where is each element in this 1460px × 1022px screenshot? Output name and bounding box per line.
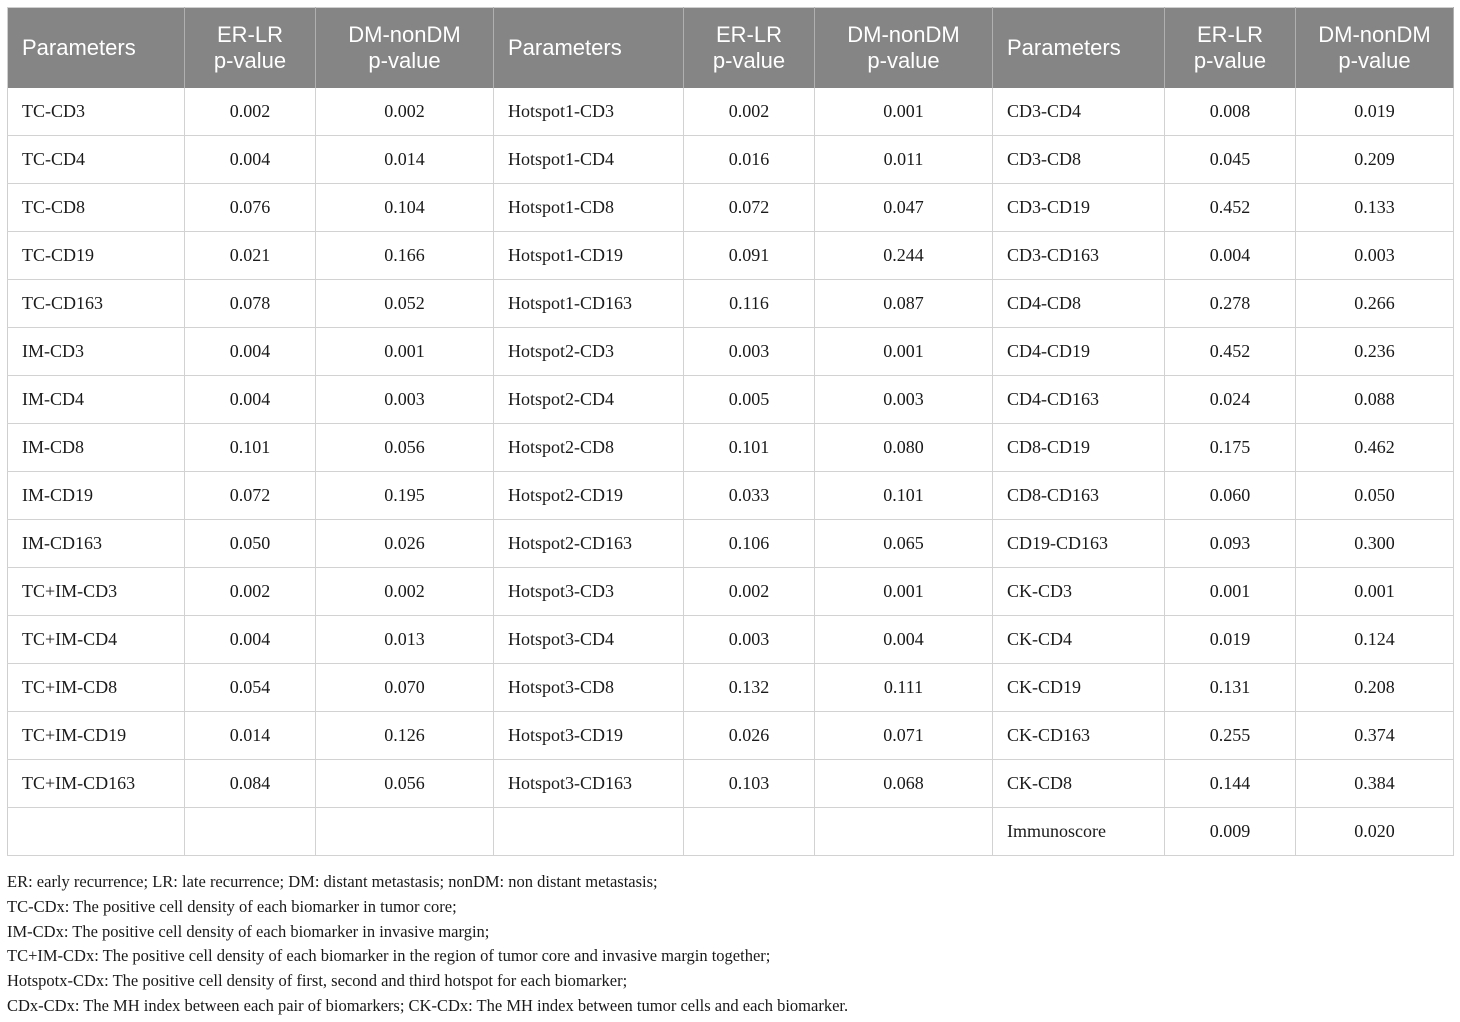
- dm-nondm-pvalue-cell: 0.001: [815, 88, 993, 136]
- header-dm-nondm-pvalue: [815, 8, 993, 89]
- header-er-lr-pvalue: [185, 8, 316, 89]
- er-lr-pvalue-cell: 0.021: [185, 232, 316, 280]
- er-lr-pvalue-cell: 0.002: [185, 88, 316, 136]
- er-lr-pvalue-cell: 0.116: [684, 280, 815, 328]
- header-parameters: [8, 8, 185, 89]
- table-row: [8, 568, 1454, 616]
- er-lr-pvalue-cell: 0.060: [1165, 472, 1296, 520]
- er-lr-pvalue-cell: 0.255: [1165, 712, 1296, 760]
- er-lr-pvalue-cell: 0.004: [185, 616, 316, 664]
- parameter-cell: TC-CD8: [8, 184, 185, 232]
- er-lr-pvalue-cell: 0.002: [185, 568, 316, 616]
- dm-nondm-pvalue-cell: 0.071: [815, 712, 993, 760]
- dm-nondm-pvalue-cell: 0.088: [1296, 376, 1454, 424]
- er-lr-pvalue-cell: 0.004: [185, 328, 316, 376]
- table-row: [8, 520, 1454, 568]
- er-lr-pvalue-cell: 0.091: [684, 232, 815, 280]
- header-row: [8, 8, 1454, 89]
- dm-nondm-pvalue-cell: 0.462: [1296, 424, 1454, 472]
- dm-nondm-pvalue-cell: 0.065: [815, 520, 993, 568]
- dm-nondm-pvalue-cell: 0.087: [815, 280, 993, 328]
- parameter-cell: TC-CD163: [8, 280, 185, 328]
- header-parameters: [494, 8, 684, 89]
- er-lr-pvalue-cell: 0.008: [1165, 88, 1296, 136]
- table-row: [8, 808, 1454, 856]
- er-lr-pvalue-cell: 0.076: [185, 184, 316, 232]
- footnote-line: TC-CDx: The positive cell density of each biomarker in tumor core;: [7, 896, 457, 916]
- table-row: [8, 136, 1454, 184]
- header-label-line2: p-value: [867, 48, 940, 73]
- dm-nondm-pvalue-cell: 0.166: [316, 232, 494, 280]
- header-label-line1: Parameters: [1007, 35, 1121, 60]
- dm-nondm-pvalue-cell: 0.026: [316, 520, 494, 568]
- dm-nondm-pvalue-cell: 0.004: [815, 616, 993, 664]
- header-parameters: [993, 8, 1165, 89]
- parameter-cell: Hotspot3-CD163: [494, 760, 684, 808]
- parameter-cell: Hotspot1-CD163: [494, 280, 684, 328]
- er-lr-pvalue-cell: 0.132: [684, 664, 815, 712]
- dm-nondm-pvalue-cell: 0.002: [316, 568, 494, 616]
- header-label-line1: Parameters: [22, 35, 136, 60]
- er-lr-pvalue-cell: 0.452: [1165, 328, 1296, 376]
- table-row: [8, 280, 1454, 328]
- footnote-line: CDx-CDx: The MH index between each pair of biomarkers; CK-CDx: The MH index between tumor cells and each biomarker.: [7, 995, 849, 1015]
- er-lr-pvalue-cell: 0.045: [1165, 136, 1296, 184]
- parameter-cell: CK-CD19: [993, 664, 1165, 712]
- parameter-cell: TC-CD3: [8, 88, 185, 136]
- footnote-line: TC+IM-CDx: The positive cell density of each biomarker in the region of tumor core and invasive margin together;: [7, 946, 771, 966]
- dm-nondm-pvalue-cell: 0.126: [316, 712, 494, 760]
- table-row: [8, 664, 1454, 712]
- table-row: [8, 760, 1454, 808]
- er-lr-pvalue-cell: 0.131: [1165, 664, 1296, 712]
- parameter-cell: IM-CD19: [8, 472, 185, 520]
- table-row: [8, 424, 1454, 472]
- parameter-cell: Hotspot2-CD3: [494, 328, 684, 376]
- table-row: [8, 472, 1454, 520]
- er-lr-pvalue-cell: 0.026: [684, 712, 815, 760]
- parameter-cell: Hotspot2-CD19: [494, 472, 684, 520]
- er-lr-pvalue-cell: 0.019: [1165, 616, 1296, 664]
- parameter-cell: CD8-CD163: [993, 472, 1165, 520]
- er-lr-pvalue-cell: 0.103: [684, 760, 815, 808]
- parameter-cell: Hotspot1-CD8: [494, 184, 684, 232]
- dm-nondm-pvalue-cell: 0.001: [1296, 568, 1454, 616]
- dm-nondm-pvalue-cell: 0.002: [316, 88, 494, 136]
- parameter-cell: IM-CD4: [8, 376, 185, 424]
- er-lr-pvalue-cell: 0.002: [684, 88, 815, 136]
- header-dm-nondm-pvalue: [316, 8, 494, 89]
- pvalue-table: [7, 7, 1454, 856]
- parameter-cell: [8, 808, 185, 856]
- parameter-cell: CK-CD163: [993, 712, 1165, 760]
- dm-nondm-pvalue-cell: 0.068: [815, 760, 993, 808]
- er-lr-pvalue-cell: [684, 808, 815, 856]
- er-lr-pvalue-cell: 0.033: [684, 472, 815, 520]
- dm-nondm-pvalue-cell: 0.070: [316, 664, 494, 712]
- header-label-line2: p-value: [368, 48, 441, 73]
- parameter-cell: Hotspot2-CD4: [494, 376, 684, 424]
- er-lr-pvalue-cell: 0.175: [1165, 424, 1296, 472]
- parameter-cell: TC+IM-CD3: [8, 568, 185, 616]
- parameter-cell: CD4-CD8: [993, 280, 1165, 328]
- parameter-cell: CK-CD4: [993, 616, 1165, 664]
- footnote-line: Hotspotx-CDx: The positive cell density of first, second and third hotspot for each biomarker;: [7, 971, 628, 991]
- table-row: [8, 232, 1454, 280]
- header-label-line2: p-value: [213, 48, 287, 73]
- dm-nondm-pvalue-cell: 0.056: [316, 760, 494, 808]
- table-container: [7, 7, 1453, 856]
- er-lr-pvalue-cell: 0.106: [684, 520, 815, 568]
- er-lr-pvalue-cell: 0.001: [1165, 568, 1296, 616]
- dm-nondm-pvalue-cell: 0.011: [815, 136, 993, 184]
- header-er-lr-pvalue: [1165, 8, 1296, 89]
- parameter-cell: Hotspot1-CD4: [494, 136, 684, 184]
- header-dm-nondm-pvalue: [1296, 8, 1454, 89]
- er-lr-pvalue-cell: 0.093: [1165, 520, 1296, 568]
- dm-nondm-pvalue-cell: 0.019: [1296, 88, 1454, 136]
- parameter-cell: IM-CD3: [8, 328, 185, 376]
- parameter-cell: Hotspot2-CD163: [494, 520, 684, 568]
- dm-nondm-pvalue-cell: 0.001: [815, 328, 993, 376]
- er-lr-pvalue-cell: 0.050: [185, 520, 316, 568]
- table-row: [8, 712, 1454, 760]
- parameter-cell: CD19-CD163: [993, 520, 1165, 568]
- dm-nondm-pvalue-cell: 0.001: [815, 568, 993, 616]
- parameter-cell: CD8-CD19: [993, 424, 1165, 472]
- table-row: [8, 88, 1454, 136]
- header-er-lr-pvalue: [684, 8, 815, 89]
- er-lr-pvalue-cell: 0.016: [684, 136, 815, 184]
- er-lr-pvalue-cell: 0.101: [684, 424, 815, 472]
- parameter-cell: Hotspot1-CD19: [494, 232, 684, 280]
- er-lr-pvalue-cell: [185, 808, 316, 856]
- parameter-cell: CD3-CD4: [993, 88, 1165, 136]
- parameter-cell: Hotspot3-CD4: [494, 616, 684, 664]
- dm-nondm-pvalue-cell: 0.133: [1296, 184, 1454, 232]
- dm-nondm-pvalue-cell: 0.001: [316, 328, 494, 376]
- er-lr-pvalue-cell: 0.003: [684, 328, 815, 376]
- dm-nondm-pvalue-cell: 0.300: [1296, 520, 1454, 568]
- table-footnotes: [7, 870, 1453, 1019]
- dm-nondm-pvalue-cell: 0.056: [316, 424, 494, 472]
- er-lr-pvalue-cell: 0.003: [684, 616, 815, 664]
- footnote-line: ER: early recurrence; LR: late recurrence; DM: distant metastasis; nonDM: non distant metastasis;: [7, 872, 658, 891]
- dm-nondm-pvalue-cell: 0.047: [815, 184, 993, 232]
- er-lr-pvalue-cell: 0.084: [185, 760, 316, 808]
- table-row: [8, 376, 1454, 424]
- dm-nondm-pvalue-cell: 0.208: [1296, 664, 1454, 712]
- dm-nondm-pvalue-cell: 0.003: [1296, 232, 1454, 280]
- dm-nondm-pvalue-cell: 0.195: [316, 472, 494, 520]
- dm-nondm-pvalue-cell: 0.374: [1296, 712, 1454, 760]
- dm-nondm-pvalue-cell: 0.384: [1296, 760, 1454, 808]
- parameter-cell: TC+IM-CD163: [8, 760, 185, 808]
- parameter-cell: Hotspot1-CD3: [494, 88, 684, 136]
- er-lr-pvalue-cell: 0.004: [185, 376, 316, 424]
- dm-nondm-pvalue-cell: 0.020: [1296, 808, 1454, 856]
- parameter-cell: Immunoscore: [993, 808, 1165, 856]
- parameter-cell: Hotspot3-CD8: [494, 664, 684, 712]
- footnote-line: IM-CDx: The positive cell density of each biomarker in invasive margin;: [7, 921, 490, 941]
- dm-nondm-pvalue-cell: [316, 808, 494, 856]
- dm-nondm-pvalue-cell: 0.052: [316, 280, 494, 328]
- parameter-cell: CD3-CD163: [993, 232, 1165, 280]
- parameter-cell: TC+IM-CD19: [8, 712, 185, 760]
- parameter-cell: CK-CD3: [993, 568, 1165, 616]
- parameter-cell: CK-CD8: [993, 760, 1165, 808]
- table-row: [8, 616, 1454, 664]
- parameter-cell: TC+IM-CD4: [8, 616, 185, 664]
- header-label-line1: DM-nonDM: [1318, 22, 1431, 47]
- parameter-cell: CD4-CD19: [993, 328, 1165, 376]
- dm-nondm-pvalue-cell: 0.101: [815, 472, 993, 520]
- table-row: [8, 328, 1454, 376]
- er-lr-pvalue-cell: 0.002: [684, 568, 815, 616]
- dm-nondm-pvalue-cell: 0.013: [316, 616, 494, 664]
- dm-nondm-pvalue-cell: 0.124: [1296, 616, 1454, 664]
- er-lr-pvalue-cell: 0.072: [684, 184, 815, 232]
- er-lr-pvalue-cell: 0.144: [1165, 760, 1296, 808]
- er-lr-pvalue-cell: 0.009: [1165, 808, 1296, 856]
- table-row: [8, 184, 1454, 232]
- dm-nondm-pvalue-cell: 0.080: [815, 424, 993, 472]
- table-body: [8, 88, 1454, 856]
- dm-nondm-pvalue-cell: 0.003: [815, 376, 993, 424]
- er-lr-pvalue-cell: 0.078: [185, 280, 316, 328]
- header-label-line1: Parameters: [508, 35, 622, 60]
- er-lr-pvalue-cell: 0.054: [185, 664, 316, 712]
- parameter-cell: TC+IM-CD8: [8, 664, 185, 712]
- parameter-cell: IM-CD8: [8, 424, 185, 472]
- parameter-cell: IM-CD163: [8, 520, 185, 568]
- dm-nondm-pvalue-cell: [815, 808, 993, 856]
- er-lr-pvalue-cell: 0.072: [185, 472, 316, 520]
- parameter-cell: CD4-CD163: [993, 376, 1165, 424]
- header-label-line2: p-value: [712, 48, 786, 73]
- header-label-line2: p-value: [1193, 48, 1267, 73]
- er-lr-pvalue-cell: 0.014: [185, 712, 316, 760]
- parameter-cell: TC-CD4: [8, 136, 185, 184]
- er-lr-pvalue-cell: 0.278: [1165, 280, 1296, 328]
- dm-nondm-pvalue-cell: 0.104: [316, 184, 494, 232]
- parameter-cell: Hotspot3-CD19: [494, 712, 684, 760]
- dm-nondm-pvalue-cell: 0.003: [316, 376, 494, 424]
- er-lr-pvalue-cell: 0.004: [185, 136, 316, 184]
- parameter-cell: CD3-CD19: [993, 184, 1165, 232]
- header-label-line1: DM-nonDM: [847, 22, 960, 47]
- parameter-cell: TC-CD19: [8, 232, 185, 280]
- parameter-cell: Hotspot2-CD8: [494, 424, 684, 472]
- parameter-cell: CD3-CD8: [993, 136, 1165, 184]
- dm-nondm-pvalue-cell: 0.266: [1296, 280, 1454, 328]
- dm-nondm-pvalue-cell: 0.111: [815, 664, 993, 712]
- dm-nondm-pvalue-cell: 0.050: [1296, 472, 1454, 520]
- header-label-line1: ER-LR: [216, 22, 283, 47]
- header-label-line2: p-value: [1338, 48, 1411, 73]
- dm-nondm-pvalue-cell: 0.014: [316, 136, 494, 184]
- er-lr-pvalue-cell: 0.024: [1165, 376, 1296, 424]
- er-lr-pvalue-cell: 0.101: [185, 424, 316, 472]
- dm-nondm-pvalue-cell: 0.244: [815, 232, 993, 280]
- header-label-line1: ER-LR: [1196, 22, 1263, 47]
- parameter-cell: Hotspot3-CD3: [494, 568, 684, 616]
- dm-nondm-pvalue-cell: 0.209: [1296, 136, 1454, 184]
- parameter-cell: [494, 808, 684, 856]
- dm-nondm-pvalue-cell: 0.236: [1296, 328, 1454, 376]
- er-lr-pvalue-cell: 0.452: [1165, 184, 1296, 232]
- header-label-line1: ER-LR: [715, 22, 782, 47]
- er-lr-pvalue-cell: 0.005: [684, 376, 815, 424]
- header-label-line1: DM-nonDM: [348, 22, 461, 47]
- er-lr-pvalue-cell: 0.004: [1165, 232, 1296, 280]
